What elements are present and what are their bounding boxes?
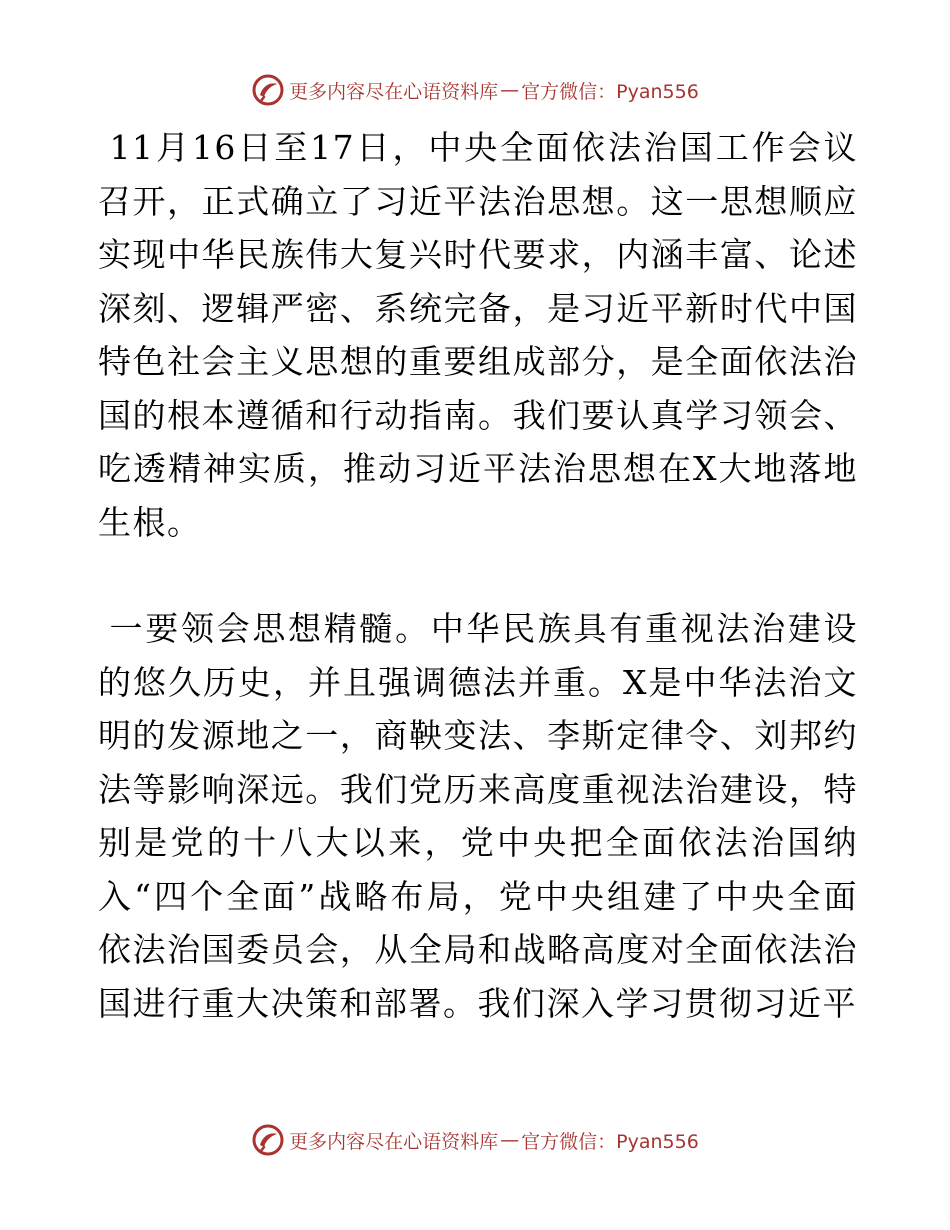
document-body-paragraph-2: [98, 602, 858, 1030]
brand-logo-icon: [251, 1123, 285, 1157]
brand-logo-icon: [251, 73, 285, 107]
header-banner-separator: —: [500, 79, 520, 101]
footer-banner-separator: —: [500, 1129, 520, 1151]
footer-banner-text: 更多内容尽在心语资料库: [289, 1130, 499, 1153]
paragraph-text: 11月16日至17日，中央全面依法治国工作会议召开，正式确立了习近平法治思想。这一思想顺应实现中华民族伟大复兴时代要求，内涵丰富、论述深刻、逻辑严密、系统完备，是习近平新时代中国特色社会主义思想的重要组成部分，是全面依法治国的根本遵循和行动指南。我们要认真学习领会、吃透精神实质，推动习近平法治思想在X大地落地生根。: [98, 128, 858, 542]
footer-wechat-text: 官方微信：Pyan556: [521, 1130, 699, 1153]
document-body-paragraph-1: [98, 121, 858, 549]
paragraph-text: 一要领会思想精髓。中华民族具有重视法治建设的悠久历史，并且强调德法并重。X是中华法治文明的发源地之一，商鞅变法、李斯定律令、刘邦约法等影响深远。我们党历来高度重视法治建设，特别是党的十八大以来，党中央把全面依法治国纳入“四个全面”战略布局，党中央组建了中央全面依法治国委员会，从全局和战略高度对全面依法治国进行重大决策和部署。我们深入学习贯彻习近平: [98, 609, 858, 1023]
header-banner-text: 更多内容尽在心语资料库: [289, 80, 499, 103]
header-wechat-text: 官方微信：Pyan556: [521, 80, 699, 103]
footer-watermark-banner: [0, 1120, 950, 1160]
header-watermark-banner: [0, 70, 950, 110]
